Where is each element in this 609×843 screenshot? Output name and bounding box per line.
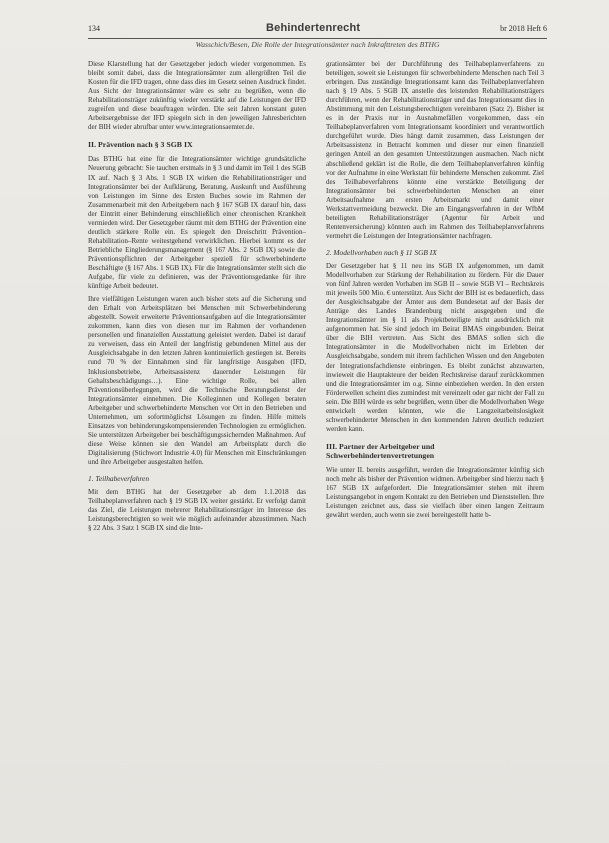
prevention-paragraph-1: Das BTHG hat eine für die Integrationsämter wichtige grundsätzliche Neuerung gebracht: Sie tauchen erstmals in § 3 und damit im Teil 1 des SGB IX auf. Nach § 3 Abs. 1 SGB IX wirken die Rehabilitationsträger und Integrationsämter bei der Aufklärung, Beratung, Auskunft und Ausführung von Leistungen im Sinne des Ersten Buches sowie im Rahmen der Zusammenarbeit mit den Arbeitgebern nach § 167 SGB IX darauf hin, dass der Eintritt einer Behinderung einschließlich einer chronischen Krankheit vermieden wird. Der Gesetzgeber räumt mit dem BTHG der Prävention eine deutlich stärkere Rolle ein. Es spiegelt den Dreischritt Prävention–Rehabilitation–Rente weitestgehend verwirklichen. Hierbei kommt es der Betriebliche Eingliederungsmanagement (§ 167 Abs. 2 SGB IX) sowie die Präventionspflichten der Arbeitgeber speziell für schwerbehinderte Beschäftigte (§ 167 Abs. 1 SGB IX). Für die Integrationsämter stellt sich die Aufgabe, für viele zu definieren, was der Präventionsgedanke für ihre künftige Arbeit bedeutet. <box>88 155 306 291</box>
intro-paragraph: Diese Klarstellung hat der Gesetzgeber jedoch wieder vorgenommen. Es bleibt somit dabei, dass die Integrationsämter zum allergrößten Teil die Kosten für die IFD tragen, ohne dass dies im Gesetz seinen Ausdruck findet. Aus Sicht der Integrationsämter wäre es sehr zu begrüßen, wenn die Rehabilitationsträger zukünftig wieder verstärkt auf die Leistungen der IFD zugreifen und diese beauftragen würden. Die seit Jahren konstant guten Arbeitsergebnisse der IFD spiegeln sich in den jeweiligen Jahresberichten der BIH wieder abrufbar unter www.integrationsaemter.de. <box>88 60 306 132</box>
journal-title: Behindertenrecht <box>266 22 361 34</box>
subsection-heading-teilhabeverfahren: 1. Teilhabeverfahren <box>88 474 150 484</box>
partner-paragraph: Wie unter II. bereits ausgeführt, werden die Integrationsämter künftig sich noch mehr als bisher der Prävention widmen. Arbeitgeber sind hierzu nach § 167 SGB IX aufgefordert. Die Integrationsämter stehen mit ihrem Leistungsangebot in engem Kontakt zu den Betrieben und Dienststellen. Ihre Leistungen zeichnet aus, dass sie vielfach über einen langen Zeitraum gewährt werden, auch wenn sie zwei bereitgestellt hatte b- <box>326 465 544 520</box>
continued-paragraph: grationsämter bei der Durchführung des Teilhabeplanverfahrens zu beteiligen, soweit sie Leistungen für schwerbehinderte Menschen nach Teil 3 erbringen. Das zuständige Integrationsamt kann das Teilhabeplanverfahren nach § 19 Abs. 5 SGB IX anstelle des leistenden Rehabilitationsträgers durchführen, wenn der Rehabilitationsträger und das Integrationsamt dies in Abstimmung mit den Leistungsberechtigten vereinbaren (Satz 2). Bisher ist es in der Praxis nur in Ausnahmefällen vorgekommen, dass ein Teilhabeplanverfahren vom Integrationsamt koordiniert und verantwortlich durchgeführt wurde. Dies hängt damit zusammen, dass Leistungen der Arbeitsassistenz in Betracht kommen und dieser nur einen finanziell geringen Anteil an den gesamten Unterstützungen ausmachen. Nach nicht abschließend geklärt ist die Rolle, die dem Teilhabeplanverfahren künftig vor der Aufnahme in eine Werkstatt für behinderte Menschen zukommt. Ziel des Teilhabeverfahrens könnte eine verstärkte Beteiligung der Integrationsämter bei schwerbehinderten Menschen an einer Arbeitsaufnahme am ersten Arbeitsmarkt und damit einer Werkstattvermeidung bezweckt. Die am Eingangsverfahren in der WfbM beteiligten Rehabilitationsträger (Agentur für Arbeit und Rentenversicherung) könnten auch im Rahmen des Teilhabeplanverfahrens vermehrt die Leistungen der Integrationsämter nachfragen. <box>326 60 544 240</box>
subsection-heading-modellvorhaben: 2. Modellvorhaben nach § 11 SGB IX <box>326 247 437 257</box>
left-column <box>88 60 306 533</box>
issue-label: br 2018 Heft 6 <box>500 24 547 33</box>
modellvorhaben-paragraph: Der Gesetzgeber hat § 11 neu ins SGB IX aufgenommen, um damit Modellvorhaben zur Stärkung der Rehabilitation zu fördern. Für die Dauer von fünf Jahren werden Vorhaben im SGB II – sowie SGB VI – Rechtskreis mit jeweils 500 Mio. € unterstützt. Aus Sicht der BIH ist es bedauerlich, dass der Ausgleichsabgabe der Ämter aus dem Bundesetat auf der Basis der Anträge des Landes Brandenburg nicht ausgegeben und die Integrationsämter im § 11 als Projektbeteiligte nicht ausdrücklich mit aufgenommen hat. Sie sind jedoch im Beirat BMAS eingebunden. Beirat über die BIH vertreten. Aus Sicht des BMAS sollen sich die Integrationsämter in die Modellvorhaben nicht im Erlebten der Ausgleichsabgabe, sondern mit ihrem fachlichen Wissen und den Angeboten der Integrationsfachdienste einbringen. Es bleibt zunächst abzuwarten, inwieweit die Hauptakteure der beiden Rechtskreise darauf zurückkommen und die Integrationsämter im o.g. Sinne einbeziehen werden. In den ersten Förderwellen scheint dies zumindest mit vereinzelt oder gar nicht der Fall zu sein. Die BIH würde es sehr begrüßen, wenn über die Modellvorhaben Wege entwickelt werden könnten, wie die Langzeitarbeitslosigkeit schwerbehinderter Menschen in den kommenden Jahren deutlich reduziert werden kann. <box>326 261 544 433</box>
prevention-paragraph-2: Ihre vielfältigen Leistungen waren auch bisher stets auf die Sicherung und den Erhalt von Arbeitsplätzen bei Menschen mit Schwerbehinderung abgestellt. Soweit erweiterte Präventionsaufgaben auf die Integrationsämter zukommen, kann dies von diesen nur im Rahmen der vorhandenen personellen und finanziellen Ausstattung geleistet werden. Dabei ist darauf zu verweisen, dass ein Anteil der langfristig gebundenen Mittel aus der Ausgleichsabgabe in den letzten Jahren kontinuierlich gestiegen ist. Bereits rund 70 % der Einnahmen sind für langfristige Ausgaben (IFD, Inklusionsbetriebe, Arbeitsassistenz dauernder Leistungen für Gehaltsbeschädigungs…). Eine wichtige Rolle, bei allen Präventionsüberlegungen, wird die Technische Beratungsdienst der Integrationsämter einnehmen. Die Kolleginnen und Kollegen beraten Arbeitgeber und schwerbehinderte Menschen vor Ort in den Betrieben und Unternehmen, um sofortmöglichst Lösungen zu finden. Hilfe mittels Einsatzes von behinderungskompensierenden Technologien zu ermöglichen. Sie unterstützen Arbeitgeber bei beschäftigungssichernden Maßnahmen. Auf diese Weise können sie den Wandel am Arbeitsplatz durch die Digitalisierung (Stichwort Industrie 4.0) für Menschen mit Einschränkungen und ihre Arbeitgeber ausgestalten helfen. <box>88 295 306 466</box>
section-heading-prevention: II. Prävention nach § 3 SGB IX <box>88 140 193 150</box>
page-number: 134 <box>88 24 100 33</box>
right-column <box>326 60 544 520</box>
article-running-title: Wasschich/Besen, Die Rolle der Integrationsämter nach Inkrafttreten des BTHG <box>195 40 440 49</box>
page-header <box>88 22 547 39</box>
teilhabeverfahren-paragraph: Mit dem BTHG hat der Gesetzgeber ab dem 1.1.2018 das Teilhabeplanverfahren nach § 19 SGB IX weiter gestärkt. Er verfolgt damit das Ziel, die Leistungen mehrerer Rehabilitationsträger im Interesse des Leistungsberechtigten so weit wie möglich aufeinander abzustimmen. Nach § 22 Abs. 3 Satz 1 SGB IX sind die Inte- <box>88 488 306 533</box>
section-heading-partner: III. Partner der Arbeitgeber und Schwerbehindertenvertretungen <box>326 441 435 460</box>
